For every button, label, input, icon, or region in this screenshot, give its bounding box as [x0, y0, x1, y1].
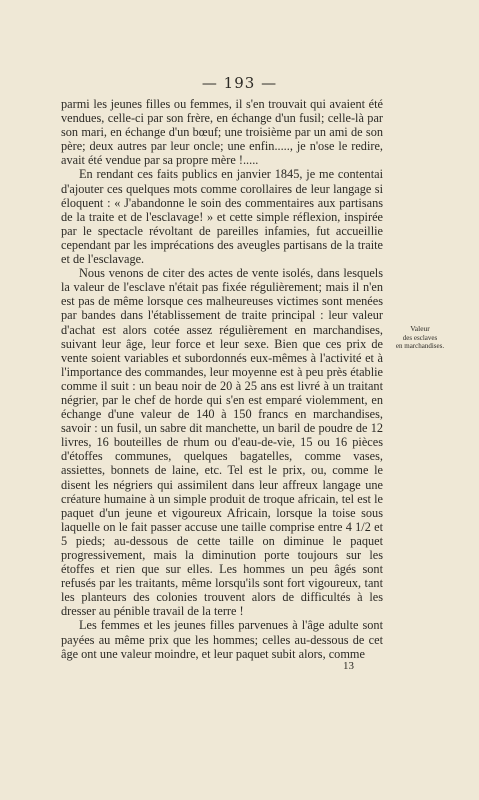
paragraph: En rendant ces faits publics en janvier 1845, je me contentai d'ajouter ces quelques mots comme corollaires de leur langage si éloquent : « J'abandonne le soin des commentaires aux partisans de la traite et de l'esclavage! » et cette simple réflexion, inspirée par le spectacle révoltant de pareilles infamies, fut accueillie cependant par les imprécations des aveugles partisans de la traite et de l'esclavage.	[61, 167, 383, 267]
paragraph: Nous venons de citer des actes de vente isolés, dans lesquels la valeur de l'esclave n'était pas fixée régulièrement; mais il n'en est pas de même lorsque ces malheureuses victimes sont menées par bandes dans l'établissement de traite principal : leur valeur d'achat est alors cotée assez régulièrement en marchandises, suivant leur âge, leur force et leur sexe. Bien que ces prix de vente soient variables et subordonnés eux-mêmes à l'activité et à l'importance des commandes, leur moyenne est à peu près établie comme il suit : un beau noir de 20 à 25 ans est livré à un traitant négrier, par le chef de horde qui s'en est emparé violemment, en échange d'une valeur de 140 à 150 francs en marchandises, savoir : un fusil, un sabre dit manchette, un baril de poudre de 12 livres, 16 bouteilles de rhum ou d'eau-de-vie, 15 ou 16 pièces d'étoffes communes, quelques bagatelles, comme vases, assiettes, bonnets de laine, etc. Tel est le prix, ou, comme le disent les négriers qui assimilent dans leur affreux langage une créature humaine à un simple produit de troque africain, tel est le paquet d'un jeune et vigoureux Africain, lorsque la toise sous laquelle on le fait passer accuse une taille comprise entre 4 1/2 et 5 pieds; au-dessous de cette taille on diminue le paquet progressivement, mais la diminution porte toujours sur les étoffes et rien que sur elles. Les hommes un peu âgés sont refusés par les traitants, même lorsqu'ils sont fort vigoureux, tant les planteurs des colonies trouvent alors de difficultés à les dresser au pénible travail de la terre !	[61, 266, 383, 619]
signature-mark: 13	[343, 660, 354, 672]
margin-note-line: des esclaves	[402, 333, 438, 342]
margin-note-line: Valeur	[410, 324, 430, 333]
paragraph: Les femmes et les jeunes filles parvenues à l'âge adulte sont payées au même prix que les hommes; celles au-dessous de cet âge ont une valeur moindre, et leur paquet subit alors, comme	[61, 618, 383, 661]
margin-note-line: en marchandises.	[395, 342, 445, 350]
body-text	[61, 97, 383, 661]
margin-note	[384, 325, 456, 351]
page-number: — 193 —	[201, 74, 278, 92]
paragraph: parmi les jeunes filles ou femmes, il s'en trouvait qui avaient été vendues, celle-ci par son frère, en échange d'un fusil; celle-là par son mari, en échange d'un bœuf; une troisième par un ami de son père; deux autres par leur oncle; une enfin....., je n'ose le redire, avait été vendue par sa propre mère !.....	[61, 97, 383, 168]
